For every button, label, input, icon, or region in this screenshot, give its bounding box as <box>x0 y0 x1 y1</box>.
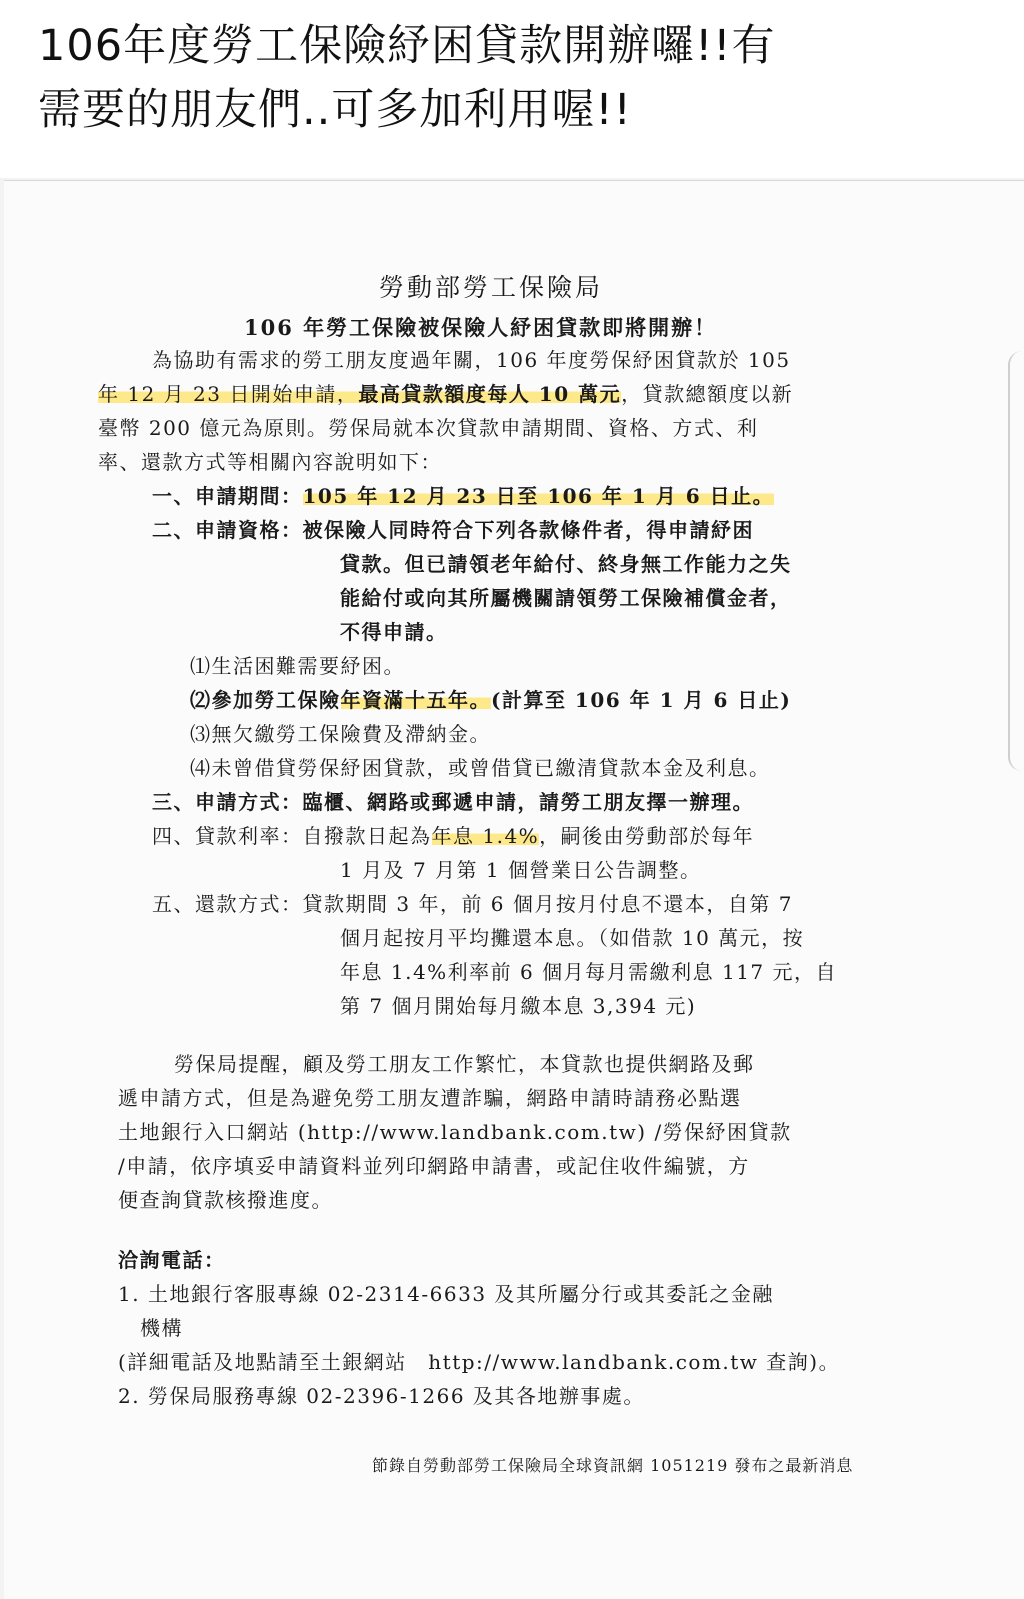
section-rate-highlight: 年息 1.4% <box>431 824 540 848</box>
repayment-line-2: 個月起按月平均攤還本息。（如借款 10 萬元，按 <box>340 926 805 950</box>
eligibility-line-2: 貸款。但已請領老年給付、終身無工作能力之失 <box>340 552 792 576</box>
intro-line-1: 為協助有需求的勞工朋友度過年關，106 年度勞保紓困貸款於 105 <box>152 348 791 372</box>
section-method <box>152 785 754 819</box>
reminder-line-1: 勞保局提醒，顧及勞工朋友工作繁忙，本貸款也提供網路及郵 <box>174 1052 755 1076</box>
section-eligibility-label: 二、申請資格： <box>152 518 303 542</box>
eligibility-item-1: ⑴生活困難需要紓困。 <box>190 654 405 678</box>
document-headline: 106 年勞工保險被保險人紓困貸款即將開辦！ <box>244 315 718 340</box>
post-title-line2: 需要的朋友們..可多加利用喔!! <box>38 85 632 135</box>
eligibility-line-3: 能給付或向其所屬機關請領勞工保險補償金者， <box>340 586 792 610</box>
contact-line-1: 1. 土地銀行客服專線 02-2314-6633 及其所屬分行或其委託之金融 <box>118 1282 774 1306</box>
intro-highlight-amount: 最高貸款額度每人 10 萬元 <box>358 382 622 406</box>
repayment-line-1: 貸款期間 3 年，前 6 個月按月付息不還本，自第 7 <box>302 892 793 916</box>
scanned-document <box>4 180 1024 1599</box>
reminder-line-2: 遞申請方式，但是為避免勞工朋友遭詐騙，網路申請時請務必點選 <box>118 1086 742 1110</box>
eligibility-line-1: 被保險人同時符合下列各款條件者，得申請紓困 <box>302 518 754 542</box>
section-eligibility <box>152 513 754 547</box>
section-period-label: 一、申請期間： <box>152 484 303 508</box>
section-rate-line-2: 1 月及 7 月第 1 個營業日公告調整。 <box>340 858 702 882</box>
section-period-value: 105 年 12 月 23 日至 106 年 1 月 6 日止。 <box>302 484 775 508</box>
eligibility-item-2 <box>190 683 791 717</box>
eligibility-item-3: ⑶無欠繳勞工保險費及滯納金。 <box>190 722 491 746</box>
intro-line-3: 臺幣 200 億元為原則。勞保局就本次貸款申請期間、資格、方式、利 <box>98 416 759 440</box>
contact-line-1b: 機構 <box>140 1316 183 1340</box>
reminder-line-5: 便查詢貸款核撥進度。 <box>118 1188 333 1212</box>
section-method-value: 臨櫃、網路或郵遞申請，請勞工朋友擇一辦理。 <box>302 790 754 814</box>
reminder-line-4: /申請，依序填妥申請資料並列印網路申請書，或記住收件編號，方 <box>118 1154 750 1178</box>
reminder-line-3: 土地銀行入口網站 (http://www.landbank.com.tw) /勞保紓困貸款 <box>118 1120 792 1144</box>
section-method-label: 三、申請方式： <box>152 790 303 814</box>
section-repayment <box>152 887 793 921</box>
contact-line-2: 2. 勞保局服務專線 02-2396-1266 及其各地辦事處。 <box>118 1384 645 1408</box>
section-rate-a: 自撥款日起為 <box>302 824 432 848</box>
source-note: 節錄自勞動部勞工保險局全球資訊網 1051219 發布之最新消息 <box>372 1456 854 1475</box>
page-edge <box>1008 351 1024 771</box>
intro-highlight-date: 年 12 月 23 日開始申請， <box>98 382 359 406</box>
eligibility-item-2-note: (計算至 106 年 1 月 6 日止) <box>491 688 792 712</box>
intro-line-2 <box>98 377 793 411</box>
post-header <box>0 0 1024 178</box>
section-rate <box>152 819 754 853</box>
post-title-line1: 106年度勞工保險紓困貸款開辦囉!!有 <box>38 21 776 71</box>
intro-line-2-tail: ，貸款總額度以新 <box>621 382 794 406</box>
agency-name: 勞動部勞工保險局 <box>379 273 604 302</box>
contact-heading: 洽詢電話： <box>118 1248 226 1272</box>
post-title <box>38 14 998 142</box>
section-repayment-label: 五、還款方式： <box>152 892 303 916</box>
section-rate-label: 四、貸款利率： <box>152 824 303 848</box>
section-rate-c: ，嗣後由勞動部於每年 <box>539 824 755 848</box>
intro-line-4: 率、還款方式等相關內容說明如下： <box>98 450 442 474</box>
eligibility-item-4: ⑷未曾借貸勞保紓困貸款，或曾借貸已繳清貸款本金及利息。 <box>190 756 771 780</box>
eligibility-line-4: 不得申請。 <box>340 620 448 644</box>
eligibility-item-2-highlight: 年資滿十五年。 <box>340 688 491 712</box>
repayment-line-4: 第 7 個月開始每月繳本息 3,394 元) <box>340 994 697 1018</box>
eligibility-item-2-a: ⑵參加勞工保險 <box>190 688 341 712</box>
section-period <box>152 479 774 513</box>
repayment-line-3: 年息 1.4%利率前 6 個月每月需繳利息 117 元，自 <box>340 960 837 984</box>
contact-line-1c: (詳細電話及地點請至土銀網站 http://www.landbank.com.tw 查詢)。 <box>118 1350 841 1374</box>
